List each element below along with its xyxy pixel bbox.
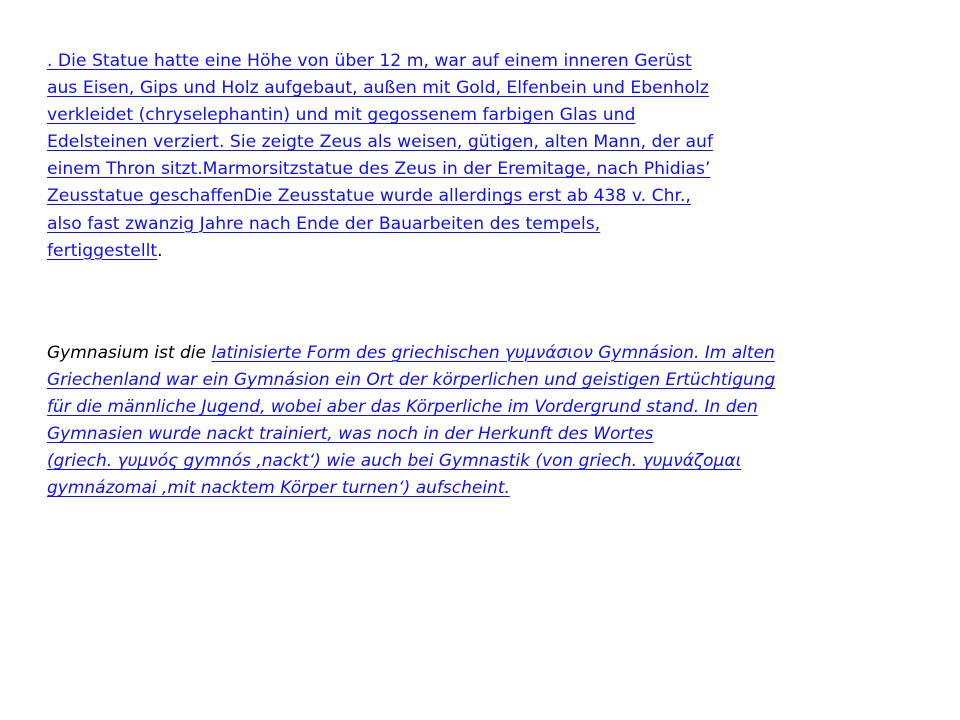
gymnasium-link-line-6[interactable]: gymnázomai ‚mit nacktem Körper turnen‘) aufscheint. [47, 478, 510, 499]
statue-link-line-3[interactable]: verkleidet (chryselephantin) und mit gegossenem farbigen Glas und [47, 105, 636, 126]
gymnasium-link-line-5[interactable]: (griech. γυμνός gymnós ‚nackt‘) wie auch bei Gymnastik (von griech. γυμνάζομαι [47, 451, 742, 472]
statue-link-line-5[interactable]: einem Thron sitzt.Marmorsitzstatue des Zeus in der Eremitage, nach Phidias’ [47, 159, 711, 180]
gymnasium-lead-text: Gymnasium ist die [47, 343, 212, 363]
statue-paragraph [47, 48, 713, 265]
gymnasium-link-line-2[interactable]: Griechenland war ein Gymnásion ein Ort der körperlichen und geistigen Ertüchtigung [47, 370, 776, 391]
sentence-period: . [157, 240, 163, 261]
fertiggestellt-link[interactable]: fertiggestellt [47, 240, 158, 261]
statue-link-line-1[interactable]: . Die Statue hatte eine Höhe von über 12 m, war auf einem inneren Gerüst [47, 51, 692, 71]
gymnasium-link-line-3[interactable]: für die männliche Jugend, wobei aber das Körperliche im Vordergrund stand. In den [47, 397, 758, 418]
statue-link-line-7[interactable]: also fast zwanzig Jahre nach Ende der Bauarbeiten des tempels, [47, 213, 601, 234]
gymnasium-link-line-4[interactable]: Gymnasien wurde nackt trainiert, was noch in der Herkunft des Wortes [47, 424, 654, 445]
statue-link-line-6[interactable]: Zeusstatue geschaffenDie Zeusstatue wurde allerdings erst ab 438 v. Chr., [47, 186, 691, 207]
statue-link-line-4[interactable]: Edelsteinen verziert. Sie zeigte Zeus als weisen, gütigen, alten Mann, der auf [47, 132, 713, 153]
statue-link-line-2[interactable]: aus Eisen, Gips und Holz aufgebaut, außen mit Gold, Elfenbein und Ebenholz [47, 78, 709, 99]
gymnasium-link-line-1[interactable]: latinisierte Form des griechischen γυμνάσιον Gymnásion. Im alten [211, 343, 775, 363]
gymnasium-paragraph [47, 340, 775, 503]
